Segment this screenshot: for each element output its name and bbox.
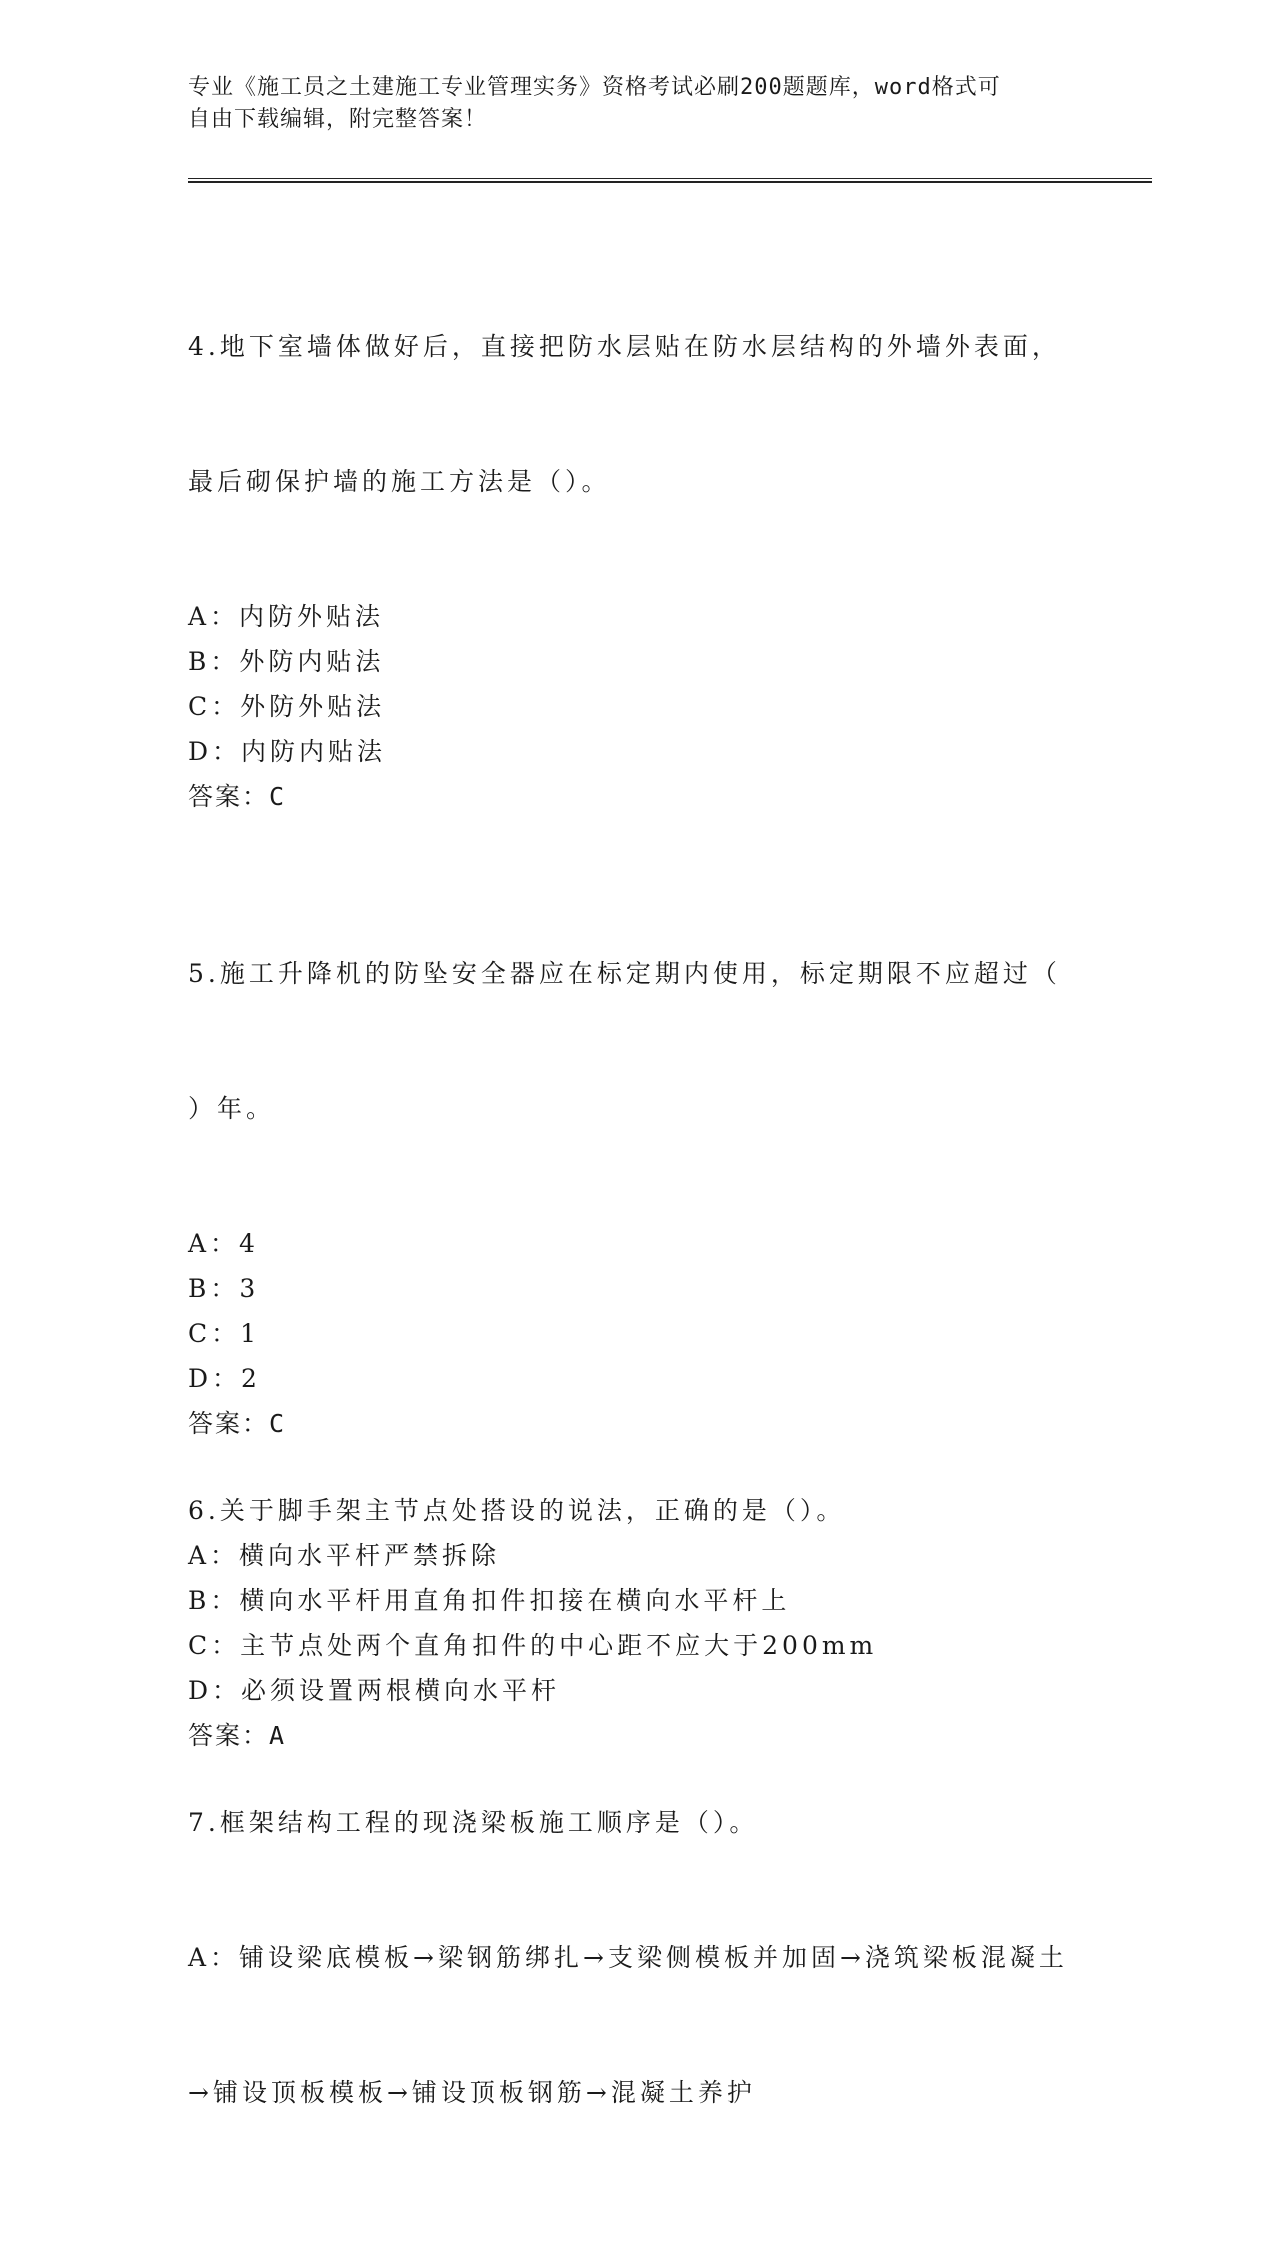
- question-list: [188, 234, 1148, 2247]
- option-d: D：必须设置两根横向水平杆: [188, 1676, 561, 1705]
- question-stem: 7.框架结构工程的现浇梁板施工顺序是（）。: [188, 1808, 759, 1837]
- option-b: B：横向水平杆用直角扣件扣接在横向水平杆上: [188, 1586, 791, 1615]
- answer: 答案：C: [188, 782, 287, 811]
- option-c: C：外防外贴法: [188, 692, 386, 721]
- question-stem: [188, 234, 1068, 594]
- option-c: C：1: [188, 1319, 261, 1348]
- option-c: C：主节点处两个直角扣件的中心距不应大于200mm: [188, 1631, 878, 1660]
- option-a: [188, 1845, 1148, 2205]
- stem-line: ）年。: [188, 1094, 276, 1123]
- answer: 答案：A: [188, 1721, 287, 1750]
- question-6: [188, 1488, 1148, 1758]
- header-line-2: 自由下载编辑，附完整答案！: [188, 107, 488, 132]
- stem-line: 最后砌保护墙的施工方法是（）。: [188, 467, 611, 496]
- option-d: D：2: [188, 1364, 261, 1393]
- question-7: [188, 1800, 1148, 2205]
- header-divider: [188, 178, 1152, 183]
- question-5: [188, 861, 1148, 1446]
- stem-line: 4.地下室墙体做好后，直接把防水层贴在防水层结构的外墙外表面，: [188, 332, 1061, 361]
- question-4: [188, 234, 1148, 819]
- stem-line: 5.施工升降机的防坠安全器应在标定期内使用，标定期限不应超过（: [188, 959, 1061, 988]
- option-a: A：内防外贴法: [188, 602, 385, 631]
- option-line: →铺设顶板模板→铺设顶板钢筋→混凝土养护: [188, 2078, 756, 2107]
- question-stem: 6.关于脚手架主节点处搭设的说法，正确的是（）。: [188, 1496, 846, 1525]
- option-a: A：4: [188, 1229, 259, 1258]
- option-b: B：外防内贴法: [188, 647, 385, 676]
- header-line-1: 专业《施工员之土建施工专业管理实务》资格考试必刷200题题库，word格式可: [188, 75, 1001, 100]
- option-b: B：3: [188, 1274, 260, 1303]
- question-stem: [188, 861, 1068, 1221]
- option-line: A：铺设梁底模板→梁钢筋绑扎→支梁侧模板并加固→浇筑梁板混凝土: [188, 1943, 1068, 1972]
- answer: 答案：C: [188, 1409, 287, 1438]
- document-header: [188, 72, 1068, 136]
- option-d: D：内防内贴法: [188, 737, 387, 766]
- option-a: A：横向水平杆严禁拆除: [188, 1541, 501, 1570]
